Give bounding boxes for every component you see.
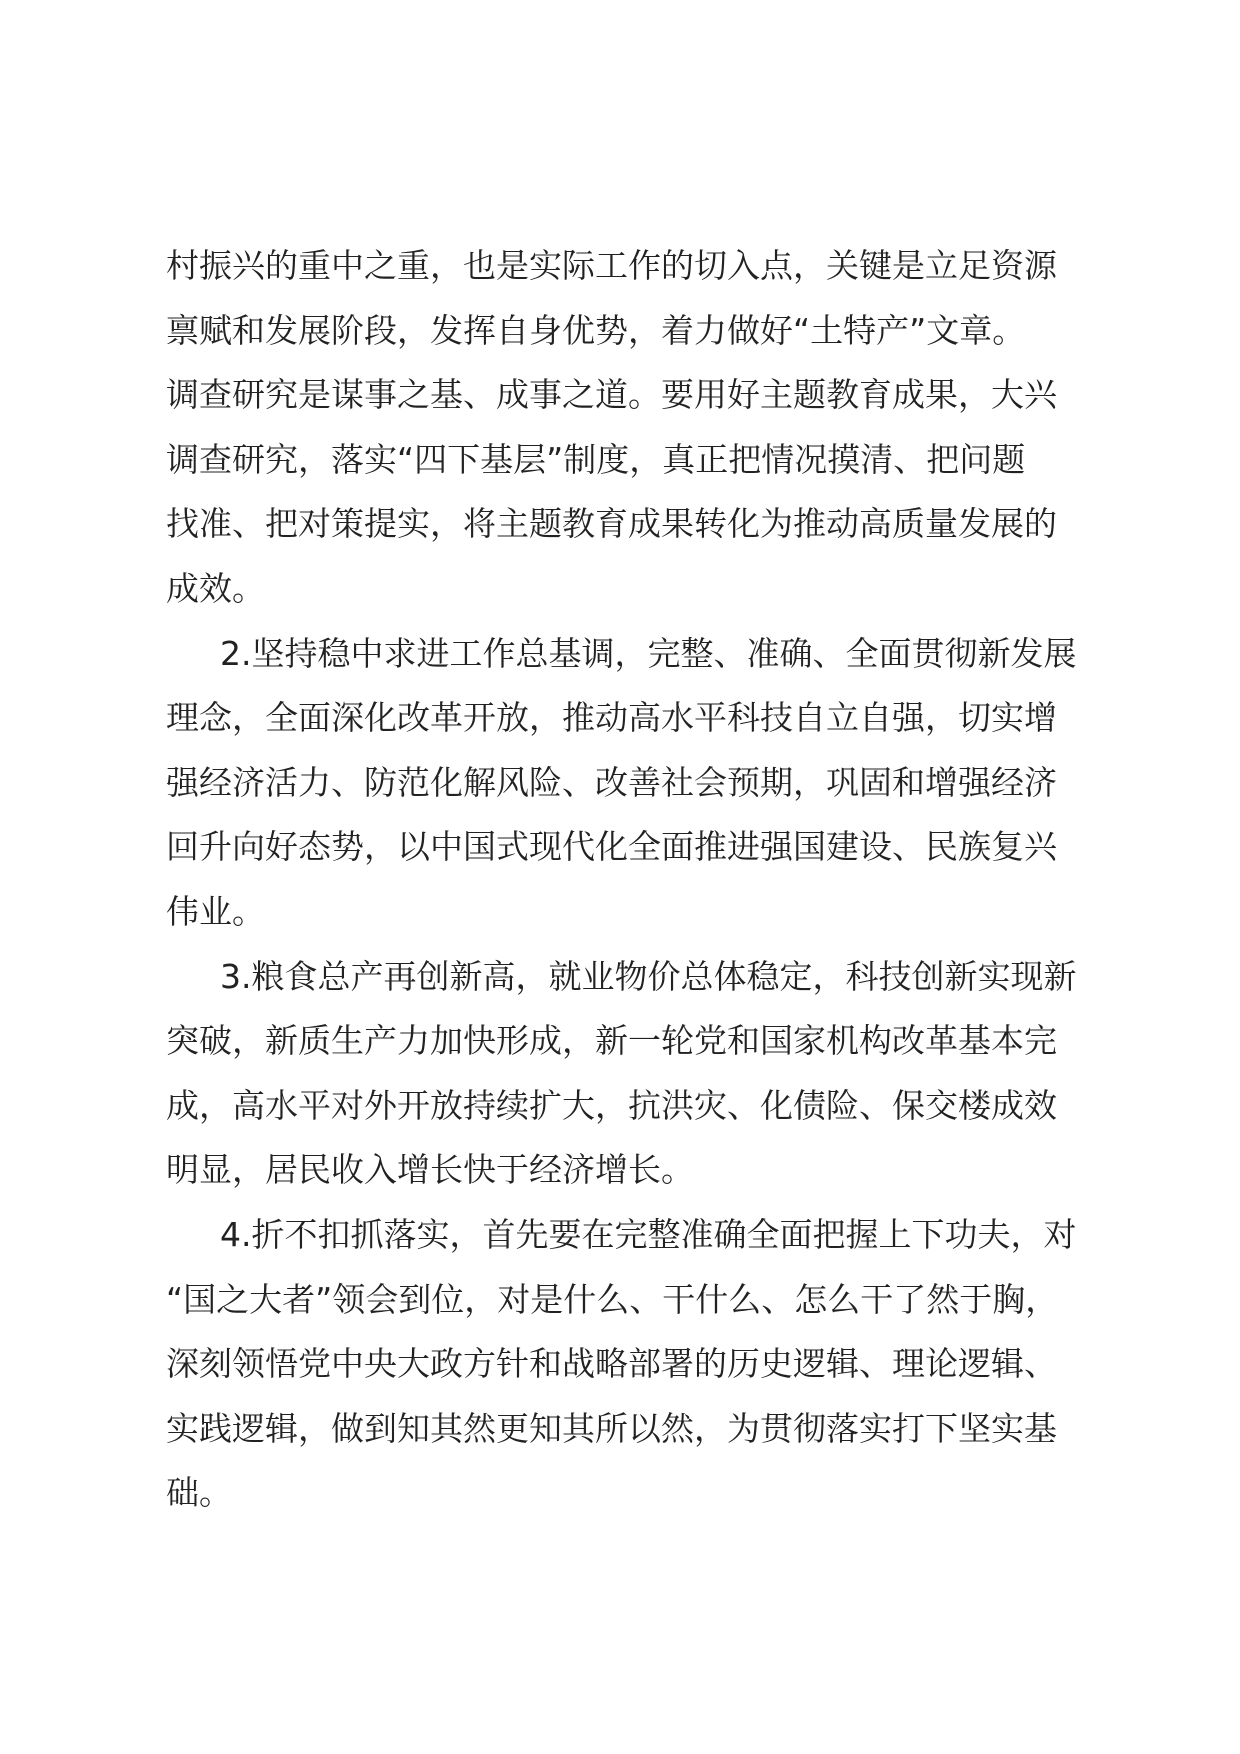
text-line: 实践逻辑，做到知其然更知其所以然，为贯彻落实打下坚实基 [166, 1408, 1057, 1448]
text-line: 成，高水平对外开放持续扩大，抗洪灾、化债险、保交楼成效 [166, 1085, 1057, 1125]
text-line: 深刻领悟党中央大政方针和战略部署的历史逻辑、理论逻辑、 [166, 1344, 1057, 1384]
text-line: 础。 [166, 1473, 232, 1513]
text-line: 找准、把对策提实，将主题教育成果转化为推动高质量发展的 [166, 504, 1057, 544]
paragraph-2-first-line: 2.坚持稳中求进工作总基调，完整、准确、全面贯彻新发展 [220, 633, 1077, 673]
text-line: 明显，居民收入增长快于经济增长。 [166, 1150, 694, 1190]
text-line: 禀赋和发展阶段，发挥自身优势，着力做好“土特产”文章。 [166, 310, 1026, 350]
text-line: 理念，全面深化改革开放，推动高水平科技自立自强，切实增 [166, 698, 1057, 738]
document-body [166, 234, 1086, 1526]
text-line: 村振兴的重中之重，也是实际工作的切入点，关键是立足资源 [166, 246, 1057, 285]
text-line: 成效。 [166, 568, 265, 608]
text-line: 调查研究，落实“四下基层”制度，真正把情况摸清、把问题 [166, 439, 1026, 479]
text-line: 回升向好态势，以中国式现代化全面推进强国建设、民族复兴 [166, 827, 1057, 867]
text-line: 突破，新质生产力加快形成，新一轮党和国家机构改革基本完 [166, 1021, 1057, 1061]
paragraph-4-first-line: 4.折不扣抓落实，首先要在完整准确全面把握上下功夫，对 [220, 1214, 1077, 1254]
text-line: 强经济活力、防范化解风险、改善社会预期，巩固和增强经济 [166, 762, 1057, 802]
text-line: 伟业。 [166, 891, 265, 931]
text-line: “国之大者”领会到位，对是什么、干什么、怎么干了然于胸， [166, 1279, 1059, 1319]
paragraph-3-first-line: 3.粮食总产再创新高，就业物价总体稳定，科技创新实现新 [220, 956, 1077, 996]
text-line: 调查研究是谋事之基、成事之道。要用好主题教育成果，大兴 [166, 375, 1057, 415]
